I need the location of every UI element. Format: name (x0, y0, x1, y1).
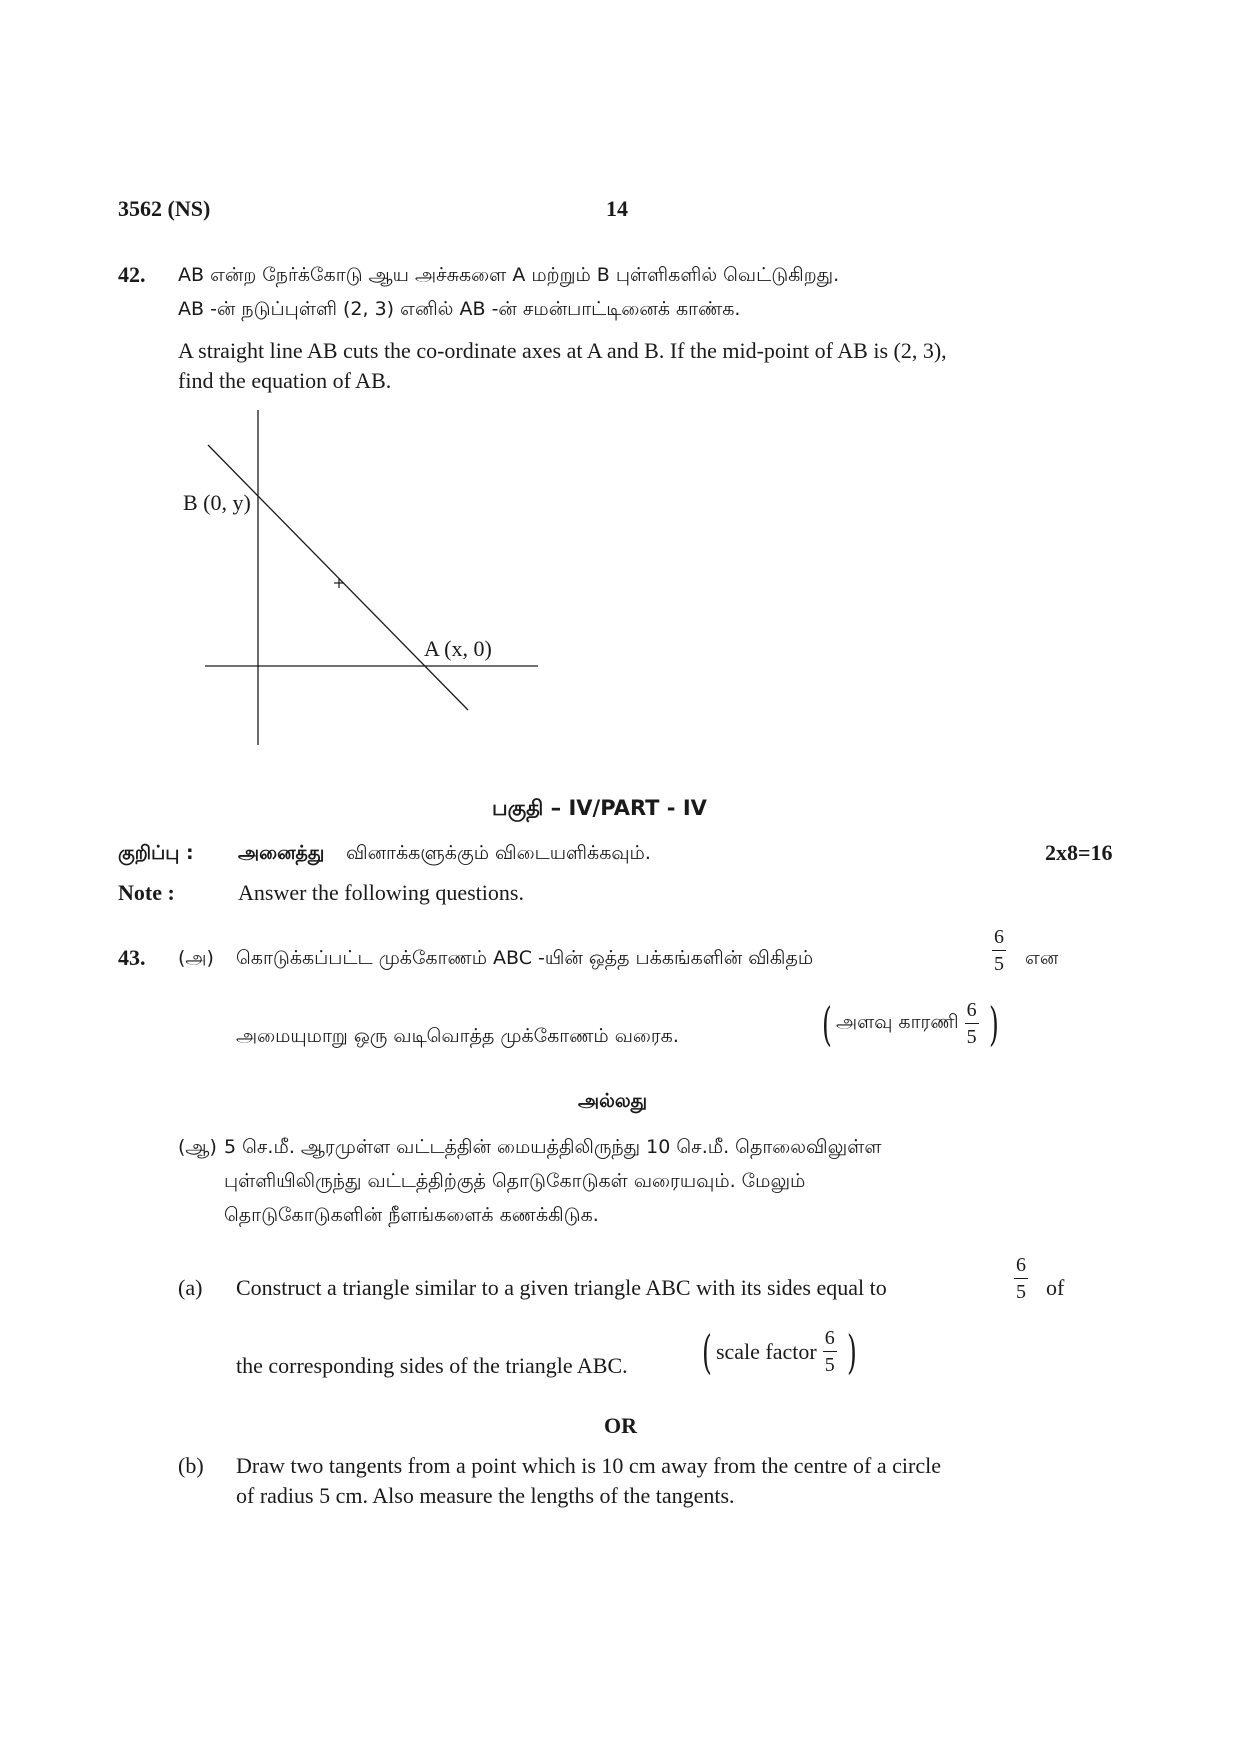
q43-a-english-marker: (a) (178, 1275, 203, 1300)
note-tamil-text: வினாக்களுக்கும் விடையளிக்கவும். (346, 842, 651, 864)
marks: 2x8=16 (1045, 840, 1113, 865)
fraction-6-5 (986, 927, 1012, 974)
line-ab (208, 445, 468, 710)
paper-code: 3562 (NS) (118, 196, 211, 221)
q43-a-english-line-2: the corresponding sides of the triangle ABC. (236, 1353, 628, 1378)
part-4-title: பகுதி – IV/PART - IV (492, 796, 707, 820)
q42-tamil-line-1: AB என்ற நேர்க்கோடு ஆய அச்சுகளை A மற்றும் B புள்ளிகளில் வெட்டுகிறது. (178, 264, 840, 286)
q43-b-english-line-1: Draw two tangents from a point which is 10 cm away from the centre of a circle (236, 1453, 941, 1478)
q42-tamil-line-2: AB -ன் நடுப்புள்ளி (2, 3) எனில் AB -ன் சமன்பாட்டினைக் காண்க. (178, 298, 741, 320)
q43-b-tamil-line-3: தொடுகோடுகளின் நீளங்களைக் கணக்கிடுக. (224, 1204, 599, 1226)
q43-a-tamil-marker: (அ) (178, 947, 214, 969)
q42-english-line-1: A straight line AB cuts the co-ordinate axes at A and B. If the mid-point of AB is (2, 3), (178, 338, 947, 363)
english-fraction-6-5: $\frac{6}{5}$ (1016, 1254, 1026, 1303)
tamil-scale-label: அளவு காரணி (835, 1011, 959, 1033)
page-number: 14 (606, 196, 628, 221)
point-a-label: A (x, 0) (424, 636, 492, 661)
q43-a-tamil-line-1: கொடுக்கப்பட்ட முக்கோணம் ABC -யின் ஒத்த பக்கங்களின் விகிதம் (236, 947, 814, 969)
q42-english-line-2: find the equation of AB. (178, 368, 392, 393)
note-english-text: Answer the following questions. (238, 880, 524, 905)
fraction-numerator: 6 (994, 926, 1004, 948)
midpoint-marker (334, 578, 344, 588)
fraction-denominator: 5 (992, 950, 1006, 974)
question-42-number: 42. (118, 262, 146, 287)
q42-figure (150, 400, 550, 760)
point-b-label: B (0, y) (183, 490, 251, 515)
note-english-label: Note : (118, 880, 175, 905)
q43-b-tamil-line-2: புள்ளியிலிருந்து வட்டத்திற்குத் தொடுகோடுகள் வரையவும். மேலும் (224, 1170, 806, 1192)
q43-a-english-line-1-end: of (1046, 1275, 1065, 1300)
or-english: OR (604, 1413, 637, 1438)
q43-a-tamil-line-2: அமையுமாறு ஒரு வடிவொத்த முக்கோணம் வரைக. (236, 1025, 679, 1047)
q43-b-tamil-marker: (ஆ) (178, 1136, 217, 1158)
english-scale-label: scale factor (715, 1338, 817, 1364)
q43-a-tamil-line-1-end: என (1025, 947, 1059, 969)
or-tamil: அல்லது (578, 1090, 648, 1112)
q43-b-english-marker: (b) (178, 1453, 204, 1478)
note-tamil-label: குறிப்பு : (118, 842, 194, 864)
q43-a-english-line-1: Construct a triangle similar to a given triangle ABC with its sides equal to (236, 1275, 887, 1300)
note-tamil-bold: அனைத்து (238, 842, 325, 864)
q43-b-english-line-2: of radius 5 cm. Also measure the lengths of the tangents. (236, 1483, 735, 1508)
q43-b-tamil-line-1: 5 செ.மீ. ஆரமுள்ள வட்டத்தின் மையத்திலிருந்து 10 செ.மீ. தொலைவிலுள்ள (224, 1136, 882, 1158)
english-scale-factor: ( scale factor $\frac{6}{5}$ ) (702, 1324, 857, 1379)
tamil-scale-factor: ( அளவு காரணி $\frac{6}{5}$ ) (822, 996, 999, 1051)
question-43-number: 43. (118, 945, 146, 970)
